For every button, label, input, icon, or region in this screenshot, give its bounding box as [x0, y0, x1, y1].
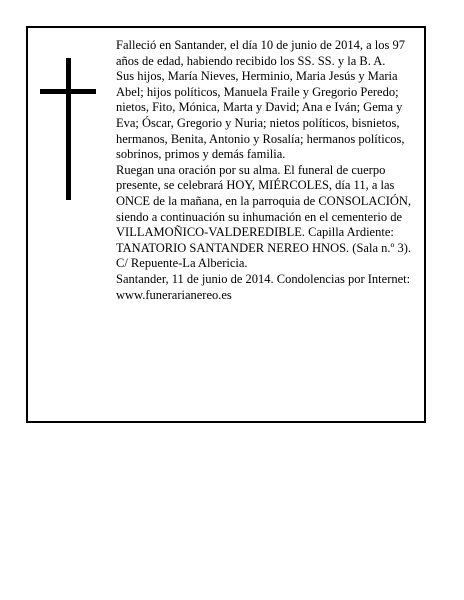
death-announcement: Falleció en Santander, el día 10 de junio de 2014, a los 97 años de edad, habiendo recibido los SS. SS. y la B. A.: [116, 38, 406, 68]
family-list: Sus hijos, María Nieves, Herminio, Maria Jesús y Maria Abel; hijos políticos, Manuela Fraile y Gregorio Peredo; nietos, Fito, Mónica, Marta y David; Ana e Iván; Gema y Eva; Óscar, Gregorio y Nuria; nietos políticos, bisnietos, hermanos, Benita, Antonio y Rosalía; hermanos políticos, sobrinos, primos y demás familia.: [116, 69, 405, 162]
notice-text: [116, 38, 420, 303]
cross-horizontal-bar: [40, 89, 96, 94]
obituary-notice: [26, 26, 426, 423]
cross-icon: [40, 58, 96, 200]
date-and-condolences: Santander, 11 de junio de 2014. Condolencias por Internet: www.funerarianereo.es: [116, 271, 411, 302]
cross-vertical-bar: [66, 58, 71, 200]
funeral-details: Ruegan una oración por su alma. El funeral de cuerpo presente, se celebrará HOY, MIÉRCOLES, día 11, a las ONCE de la mañana, en la parroquia de CONSOLACIÓN, siendo a continuación su inhumación en el cementerio de VILLAMOÑICO-VALDEREDIBLE. Capilla Ardiente: TANATORIO SANTANDER NEREO HNOS. (Sala n.º 3). C/ Repuente-La Albericia.: [116, 162, 412, 271]
